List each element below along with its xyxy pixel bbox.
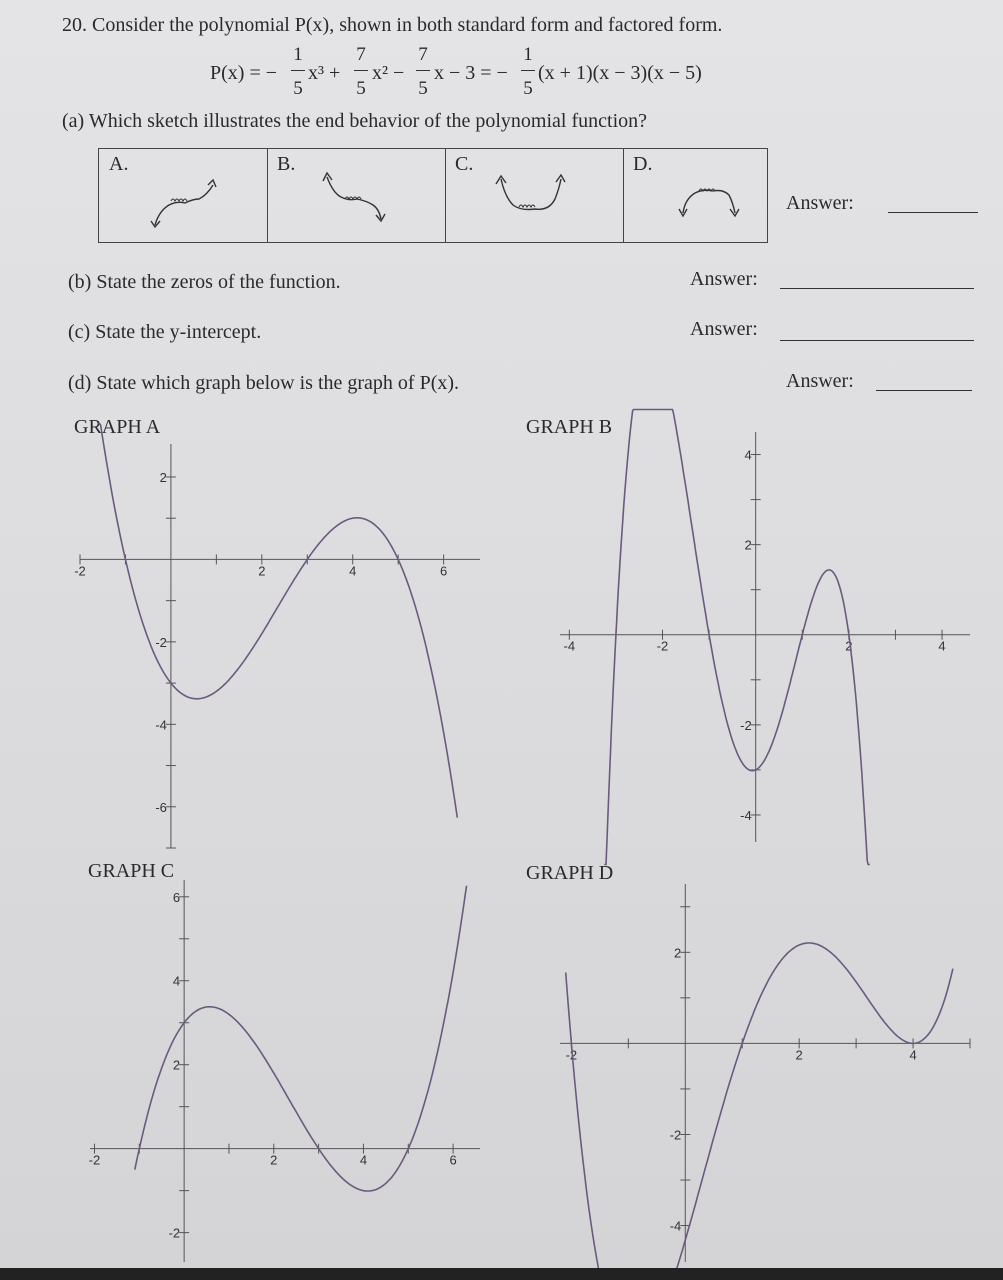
fraction-bar (416, 70, 430, 71)
part-d-question: (d) State which graph below is the graph of P(x). (68, 372, 460, 394)
polynomial-curve (98, 423, 457, 817)
y-tick-label: -4 (740, 807, 752, 823)
part-d-answer-label: Answer: (786, 370, 854, 392)
x-tick-label: 4 (938, 638, 946, 654)
graph-plot (560, 432, 970, 842)
part-c-answer-blank[interactable] (780, 340, 974, 341)
y-tick-label: -4 (669, 1218, 682, 1234)
screen-bezel (0, 1268, 1003, 1280)
part-d-answer-blank[interactable] (876, 390, 972, 391)
polynomial-curve (604, 410, 870, 865)
eq-t3-rest: x − 3 = − (434, 62, 508, 84)
part-b-answer-label: Answer: (690, 268, 758, 290)
eq-t2-rest: x² − (372, 62, 405, 84)
fraction-bar (291, 70, 305, 71)
y-tick-label: -2 (740, 717, 752, 733)
y-tick-label: 2 (674, 945, 682, 961)
eq-t4-den: 5 (523, 78, 533, 99)
y-tick-label: -6 (155, 799, 167, 815)
y-tick-label: 4 (172, 973, 181, 989)
eq-t4-rest: (x + 1)(x − 3)(x − 5) (538, 62, 702, 84)
eq-t3-num: 7 (418, 44, 428, 65)
part-a-answer-label: Answer: (786, 192, 854, 214)
y-tick-label: 4 (744, 447, 752, 463)
y-tick-label: -2 (669, 1127, 682, 1143)
y-tick-label: 6 (172, 889, 181, 905)
y-tick-label: -4 (155, 717, 167, 733)
y-tick-label: -2 (168, 1225, 181, 1241)
part-a-question: (a) Which sketch illustrates the end behavior of the polynomial function? (62, 110, 648, 132)
choice-a[interactable] (99, 149, 268, 242)
x-tick-label: 4 (359, 1152, 368, 1168)
problem-title: 20. Consider the polynomial P(x), shown in both standard form and factored form. (62, 14, 723, 36)
choice-c-label: C. (455, 153, 474, 175)
eq-t2-den: 5 (356, 78, 366, 99)
end-behavior-sketch-b (267, 149, 445, 242)
graph-a-title: GRAPH A (74, 416, 161, 438)
end-behavior-sketch-c (445, 149, 623, 242)
fraction-bar (354, 70, 368, 71)
graph-b (560, 432, 970, 842)
x-tick-label: 2 (258, 563, 266, 579)
choice-d[interactable] (623, 149, 767, 242)
end-behavior-sketch-d (623, 149, 767, 242)
x-tick-label: 6 (449, 1152, 457, 1168)
y-tick-label: 2 (172, 1057, 181, 1073)
x-tick-label: -2 (656, 638, 669, 654)
graph-plot (90, 880, 480, 1262)
graph-d (560, 884, 970, 1262)
x-tick-label: 2 (270, 1152, 278, 1168)
graph-plot (560, 884, 970, 1262)
polynomial-curve (566, 943, 953, 1280)
graph-c (90, 880, 480, 1262)
choice-d-label: D. (633, 153, 653, 175)
eq-t4-num: 1 (523, 44, 533, 65)
x-tick-label: 2 (845, 638, 853, 654)
eq-t1-num: 1 (293, 44, 303, 65)
x-tick-label: -2 (74, 563, 86, 579)
part-a-answer-blank[interactable] (888, 212, 978, 213)
eq-t1-rest: x³ + (308, 62, 341, 84)
end-behavior-choices (98, 148, 768, 243)
y-tick-label: 2 (744, 537, 752, 553)
x-tick-label: -2 (88, 1152, 101, 1168)
part-c-question: (c) State the y-intercept. (68, 321, 262, 343)
x-tick-label: 6 (440, 563, 448, 579)
x-tick-label: 4 (349, 563, 357, 579)
graph-plot (74, 444, 480, 848)
y-tick-label: 2 (159, 469, 167, 485)
part-b-answer-blank[interactable] (780, 288, 974, 289)
graph-c-title: GRAPH C (88, 860, 175, 882)
end-behavior-sketch-a (99, 149, 267, 242)
choice-a-label: A. (109, 153, 129, 175)
x-tick-label: 4 (909, 1047, 917, 1063)
part-c-answer-label: Answer: (690, 318, 758, 340)
eq-t3-den: 5 (418, 78, 428, 99)
y-tick-label: -2 (155, 634, 167, 650)
x-tick-label: 2 (795, 1047, 803, 1063)
eq-t2-num: 7 (356, 44, 366, 65)
x-tick-label: -2 (565, 1047, 578, 1063)
x-tick-label: -4 (563, 638, 576, 654)
choice-c[interactable] (445, 149, 624, 242)
eq-t1-den: 5 (293, 78, 303, 99)
choice-b[interactable] (267, 149, 446, 242)
graph-b-title: GRAPH B (526, 416, 613, 438)
part-b-question: (b) State the zeros of the function. (68, 271, 341, 293)
fraction-bar (521, 70, 535, 71)
graph-d-title: GRAPH D (526, 862, 614, 884)
choice-b-label: B. (277, 153, 296, 175)
graph-a (74, 444, 480, 848)
eq-lhs: P(x) = − (210, 62, 278, 84)
